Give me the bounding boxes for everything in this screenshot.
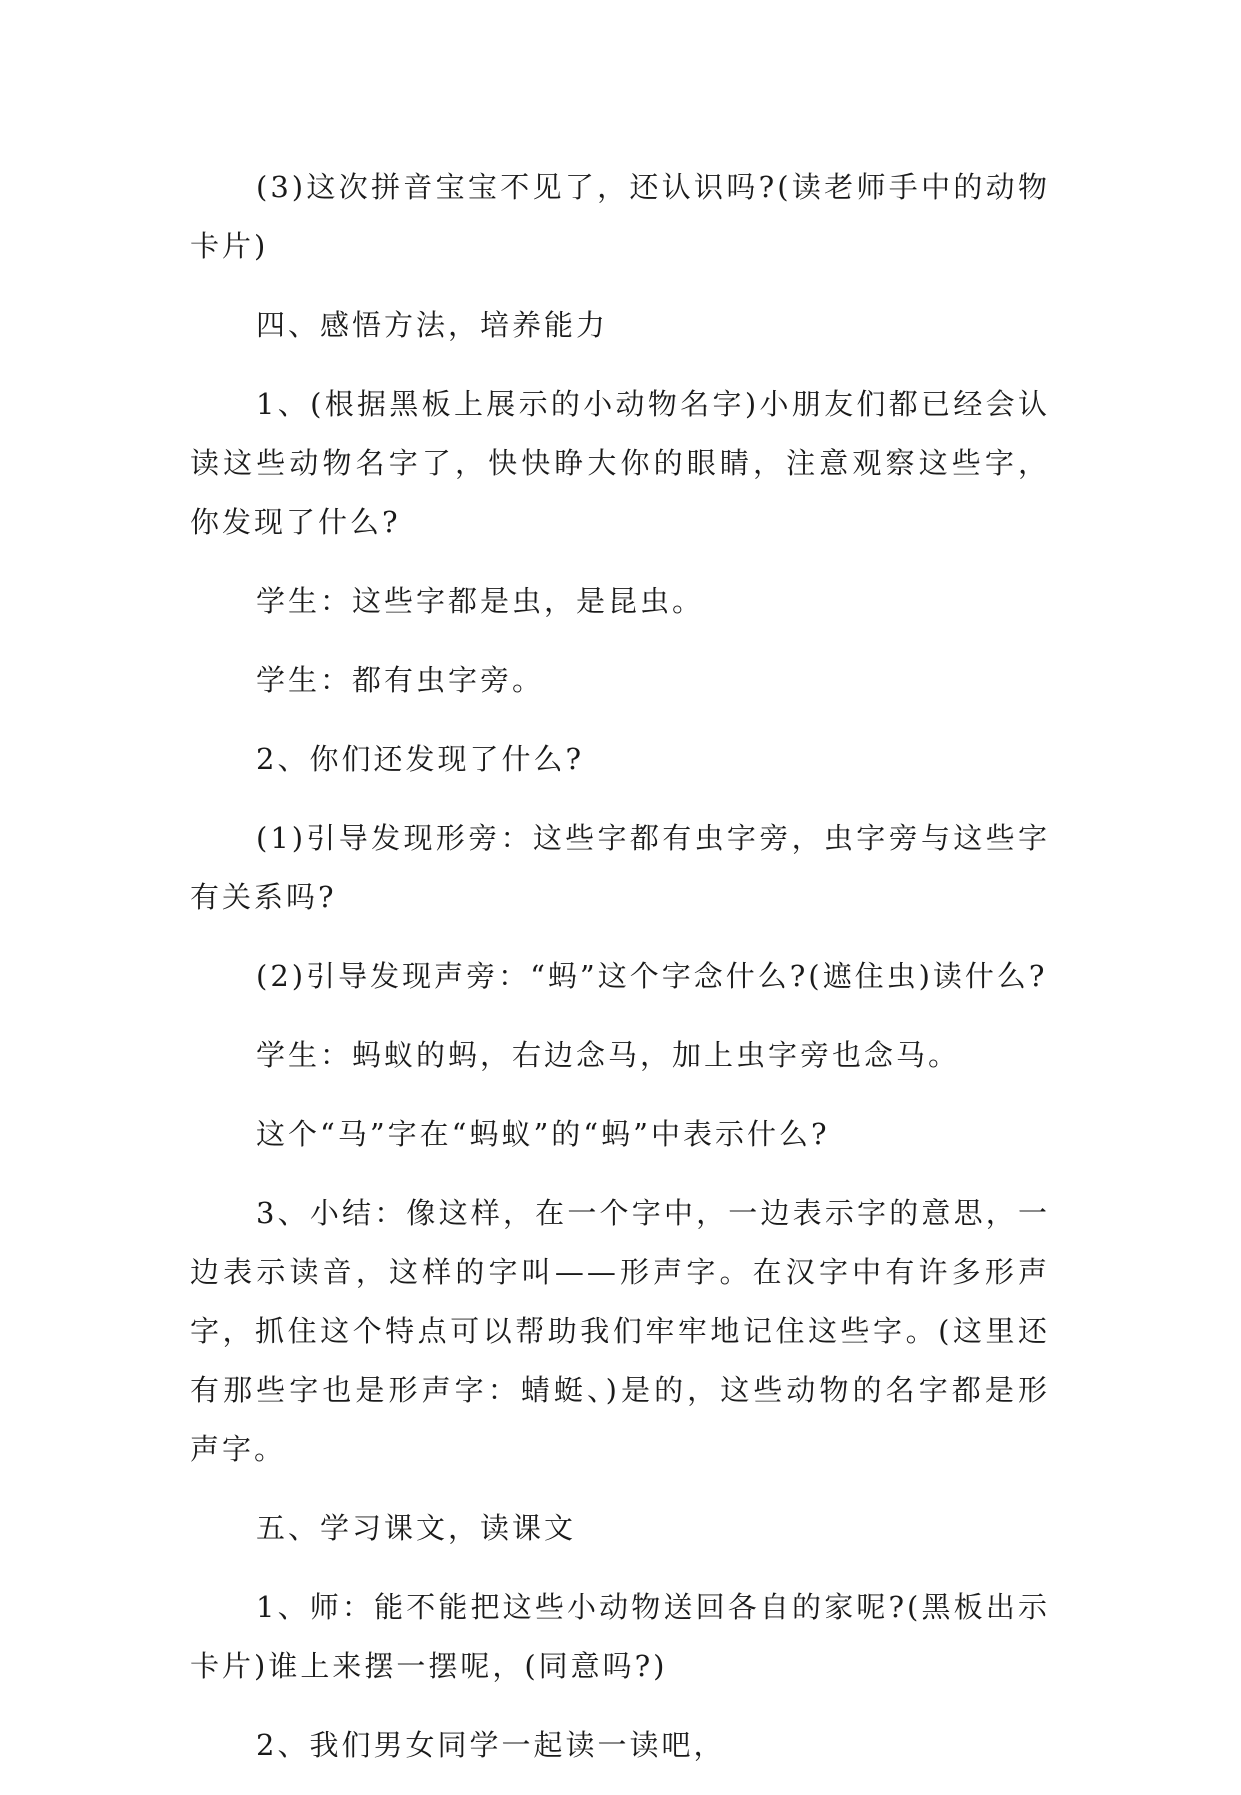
paragraph: 2、你们还发现了什么? (256, 742, 584, 776)
paragraph: 学生：蚂蚁的蚂，右边念马，加上虫字旁也念马。 (256, 1038, 961, 1072)
paragraph: 3、小结：像这样，在一个字中，一边表示字的意思，一边表示读音，这样的字叫——形声字。在汉字中有许多形声字，抓住这个特点可以帮助我们牢牢地记住这些字。(这里还有那些字也是形声字：蜻蜓、)是的，这些动物的名字都是形声字。 (190, 1196, 1050, 1466)
paragraph: (2)引导发现声旁：“蚂”这个字念什么?(遮住虫)读什么? (256, 959, 1048, 993)
paragraph: 1、(根据黑板上展示的小动物名字)小朋友们都已经会认读这些动物名字了，快快睁大你的眼睛，注意观察这些字，你发现了什么? (190, 387, 1050, 539)
section-heading: 五、学习课文，读课文 (256, 1511, 577, 1545)
paragraph: 这个“马”字在“蚂蚁”的“蚂”中表示什么? (256, 1117, 830, 1151)
paragraph: (1)引导发现形旁：这些字都有虫字旁，虫字旁与这些字有关系吗? (190, 821, 1050, 914)
paragraph: (3)这次拼音宝宝不见了，还认识吗?(读老师手中的动物卡片) (190, 170, 1050, 263)
paragraph: 学生：这些字都是虫，是昆虫。 (256, 584, 705, 618)
paragraph: 1、师：能不能把这些小动物送回各自的家呢?(黑板出示卡片)谁上来摆一摆呢，(同意吗?) (190, 1590, 1050, 1683)
document-body (190, 158, 1050, 1795)
section-heading: 四、感悟方法，培养能力 (256, 308, 609, 342)
paragraph: 2、我们男女同学一起读一读吧， (256, 1728, 726, 1762)
paragraph: 学生：都有虫字旁。 (256, 663, 545, 697)
